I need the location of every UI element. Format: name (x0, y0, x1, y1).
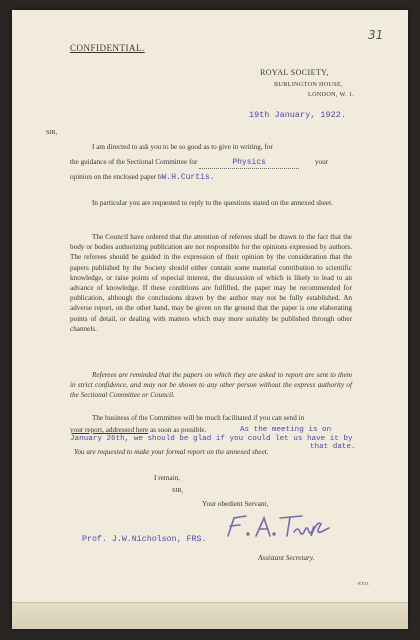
committee-field (199, 158, 299, 169)
confidential-heading: CONFIDENTIAL. (70, 43, 145, 53)
page-number: 31 (368, 28, 384, 42)
para2: In particular you are requested to reply to the questions stated on the annexed sheet. (92, 199, 333, 207)
typed-note-1: As the meeting is on (240, 426, 332, 434)
formal-report-instruction: You are requested to make your formal report on the annexed sheet. (74, 448, 269, 456)
para3: The Council have ordered that the attention of referees shall be drawn to the fact that the body or bodies authorizing publication are not responsible for the opinions expressed by authors. The referees should be guided in the expression of their opinion by the consideration that the papers published by the Society should either contain some material contribution to scientific knowledge, or raise points of especial interest, the discussion of which is likely to lead to an advance of knowledge. If these conditions are fulfilled, the paper may be recommended for publication, although the conclusions drawn by the author may not be fully established. An adverse report, on the other hand, may be given on the ground that the paper is one elaborating points of detail, or dealing with matters which may more suitably be published through other channels. (70, 233, 352, 333)
address-line2: LONDON, W. 1. (308, 91, 355, 98)
signature (220, 510, 340, 544)
pto-mark: P.T.O. (358, 581, 370, 586)
para1-line2-post: your (314, 158, 329, 166)
address-org: ROYAL SOCIETY, (260, 68, 329, 77)
closing-sir: SIR, (172, 487, 184, 494)
paper-author: W.H.Curtis. (161, 173, 215, 182)
recipient-name: Prof. J.W.Nicholson, FRS. (82, 535, 207, 544)
signatory-title: Assistant Secretary. (258, 554, 315, 562)
para1-line2 (70, 158, 328, 169)
closing-remain: I remain, (154, 474, 180, 482)
typed-note-2: January 26th, we should be glad if you could let us have it by (70, 435, 353, 443)
para1-line3 (70, 173, 214, 183)
page-fold (12, 602, 408, 629)
letter-date: 19th January, 1922. (249, 110, 346, 120)
para5-line2-pre: your report, addressed here (70, 426, 149, 434)
address-line1: BURLINGTON HOUSE, (274, 81, 343, 88)
committee-name: Physics (232, 158, 266, 167)
para5-line1: The business of the Committee will be much facilitated if you can send in (92, 414, 305, 422)
closing-servant: Your obedient Servant, (202, 500, 269, 508)
letter-page (12, 10, 408, 628)
typed-note-3: that date. (310, 443, 356, 451)
para1-line3-pre: opinion on the enclosed paper b (70, 173, 162, 181)
para1-line2-pre: the guidance of the Sectional Committee for (70, 158, 198, 166)
para1-line1: I am directed to ask you to be so good as to give in writing, for (92, 143, 273, 151)
para4-referee-notice: Referees are reminded that the papers on which they are asked to report are sent to them in strict confidence, and may not be shown to any other person without the express authority of the Sectional Committee or Council. (70, 371, 352, 400)
salutation: SIR, (46, 129, 58, 136)
para5-line2-post: as soon as possible. (150, 426, 207, 434)
